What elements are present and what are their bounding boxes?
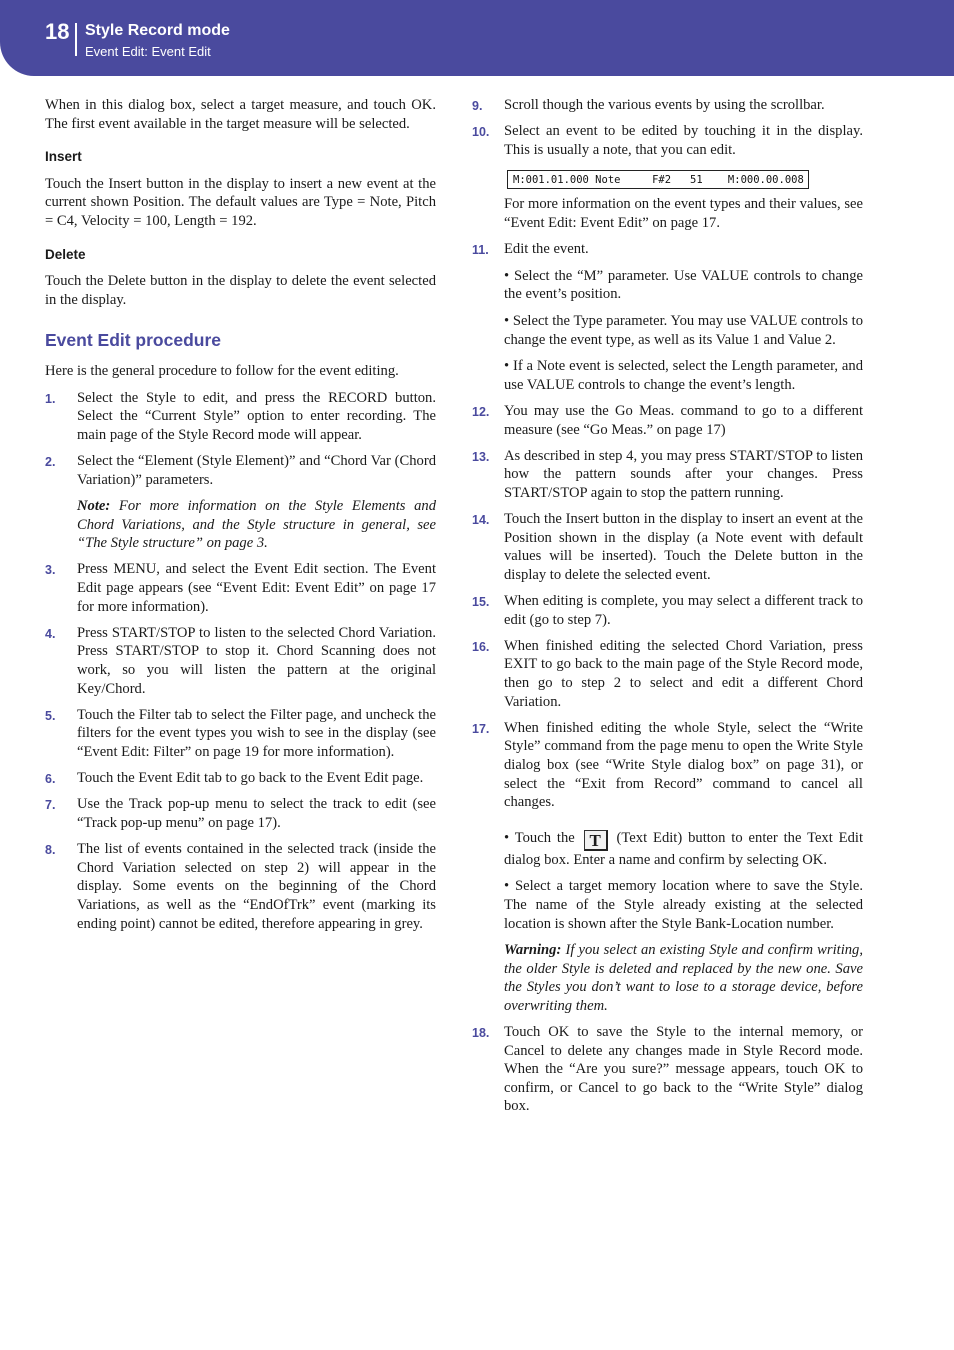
bullet-text: (Text Edit) button to enter the Text Edit dialog box. Enter a name and confirm by selecting OK. xyxy=(504,829,864,868)
header-divider xyxy=(75,23,77,56)
step-number: 16. xyxy=(472,639,490,654)
bullet-item: • Select a target memory location where to save the Style. The name of the Style already existing at the selected location is shown after the Style Bank-Location number. xyxy=(504,878,863,932)
event-display-line: M:001.01.000 Note F#2 51 M:000.00.008 xyxy=(507,170,809,189)
step-14 xyxy=(472,510,863,584)
delete-heading: Delete xyxy=(45,246,86,262)
step-number: 10. xyxy=(472,125,490,140)
step-number: 13. xyxy=(472,449,490,464)
bullet-item: • Select the Type parameter. You may use VALUE controls to change the event type, as well as its Value 1 and Value 2. xyxy=(504,312,863,348)
right-column xyxy=(472,96,863,1124)
step-16 xyxy=(472,637,863,711)
step-8 xyxy=(45,840,436,933)
warning-text: If you select an existing Style and confirm writing, the older Style is deleted and replaced by the new one. Save the Styles you don’t want to lose to a storage device, before overwriting them. xyxy=(504,942,863,1014)
section-subtitle: Event Edit: Event Edit xyxy=(85,44,211,59)
step-text: Use the Track pop-up menu to select the track to edit (see “Track pop-up menu” on page 17). xyxy=(77,796,436,831)
insert-paragraph: Touch the Insert button in the display to insert a new event at the current shown Position. The default values are Type = Note, Pitch = C4, Velocity = 100, Length = 192. xyxy=(45,175,436,229)
step-text: You may use the Go Meas. command to go to a different measure (see “Go Meas.” on page 17) xyxy=(504,402,863,438)
note-block xyxy=(77,497,436,553)
step-number: 15. xyxy=(472,595,490,610)
step-3 xyxy=(45,560,436,616)
step-1 xyxy=(45,389,436,445)
step-number: 1. xyxy=(45,391,56,406)
step-13 xyxy=(472,447,863,503)
section-intro: Here is the general procedure to follow for the event editing. xyxy=(45,362,399,379)
step-9 xyxy=(472,96,863,115)
step-number: 5. xyxy=(45,708,56,723)
step-text: Press START/STOP to listen to the selected Chord Variation. Press START/STOP to stop it. Chord Scanning does not work, so you will listen the pattern at the original Key/Chord. xyxy=(77,624,436,697)
step-text: Edit the event. xyxy=(504,241,589,258)
step-text: As described in step 4, you may press START/STOP to listen how the pattern sounds after your changes. Press START/STOP again to stop the pattern running. xyxy=(504,447,863,501)
step-text: Select the “Element (Style Element)” and “Chord Var (Chord Variation)” parameters. xyxy=(77,452,436,488)
step-7 xyxy=(45,795,436,832)
bullet-item: • If a Note event is selected, select the Length parameter, and use VALUE controls to change the event’s length. xyxy=(504,358,863,393)
step-text: When finished editing the whole Style, select the “Write Style” command from the page menu to open the Write Style dialog box (see “Write Style dialog box” on page 31), or select the “Exit from Record” command to cancel all changes. xyxy=(504,719,863,811)
step-text: Touch OK to save the Style to the internal memory, or Cancel to delete any changes made in Style Record mode. When the “Are you sure?” message appears, touch OK to confirm, or Cancel to go back to the “Write Style” dialog box. xyxy=(504,1024,863,1115)
section-heading: Event Edit procedure xyxy=(45,330,222,351)
step-number: 11. xyxy=(472,243,489,258)
bullet-item: • Select the “M” parameter. Use VALUE controls to change the event’s position. xyxy=(504,267,863,303)
step-5 xyxy=(45,706,436,762)
step-followup: For more information on the event types and their values, see “Event Edit: Event Edit” on page 17. xyxy=(504,196,863,231)
step-6 xyxy=(45,769,436,788)
note-text: For more information on the Style Elements and Chord Variations, and the Style structure in general, see “The Style structure” on page 3. xyxy=(77,498,436,552)
warning-label: Warning: xyxy=(504,942,562,959)
step-number: 3. xyxy=(45,563,56,578)
step-15 xyxy=(472,592,863,629)
step-number: 7. xyxy=(45,798,56,813)
chapter-title: Style Record mode xyxy=(85,22,230,39)
step-11 xyxy=(472,240,863,394)
page-header xyxy=(0,0,954,76)
note-label: Note: xyxy=(77,498,111,515)
step-number: 17. xyxy=(472,721,490,736)
page-number: 18 xyxy=(45,19,70,44)
step-4 xyxy=(45,624,436,698)
bullet-item xyxy=(504,829,863,870)
step-10 xyxy=(472,122,863,232)
bullet-text: • Touch the xyxy=(504,829,575,846)
left-column xyxy=(45,96,436,941)
step-text: Select an event to be edited by touching it in the display. This is usually a note, that you can edit. xyxy=(504,123,863,158)
step-18 xyxy=(472,1023,863,1116)
step-text: The list of events contained in the selected track (inside the Chord Variation selected on step 2) will appear in the display. Some events on the beginning of the Chord Variations, as well as the “EndOfTrk” event (marking its ending point) cannot be edited, therefore appearing in grey. xyxy=(77,841,436,932)
intro-paragraph: When in this dialog box, select a target measure, and touch OK. The first event available in the target measure will be selected. xyxy=(45,97,436,132)
step-text: Select the Style to edit, and press the RECORD button. Select the “Current Style” option to enter recording. The main page of the Style Record mode will appear. xyxy=(77,389,436,443)
step-text: Touch the Insert button in the display to insert an event at the Position shown in the display (a Note event with default values will be inserted). Touch the Delete button in the display to delete the selected event. xyxy=(504,511,863,583)
step-text: Press MENU, and select the Event Edit section. The Event Edit page appears (see “Event Edit: Event Edit” on page 17 for more information). xyxy=(77,561,436,615)
step-text: When editing is complete, you may select a different track to edit (go to step 7). xyxy=(504,593,863,628)
step-text: Touch the Event Edit tab to go back to the Event Edit page. xyxy=(77,770,424,787)
step-17 xyxy=(472,719,863,1016)
step-number: 9. xyxy=(472,99,483,113)
step-text: Touch the Filter tab to select the Filter page, and uncheck the filters for the event types you wish to see in the display (see “Event Edit: Filter” on page 19 for more information). xyxy=(77,706,436,760)
delete-paragraph: Touch the Delete button in the display to delete the event selected in the display. xyxy=(45,273,436,308)
step-text: Scroll though the various events by using the scrollbar. xyxy=(504,97,825,113)
step-2 xyxy=(45,452,436,553)
step-number: 14. xyxy=(472,513,490,528)
step-number: 6. xyxy=(45,772,56,787)
step-12 xyxy=(472,402,863,439)
step-number: 12. xyxy=(472,404,490,419)
warning-block xyxy=(504,941,863,1015)
step-number: 4. xyxy=(45,626,56,641)
step-number: 18. xyxy=(472,1026,490,1041)
step-text: When finished editing the selected Chord Variation, press EXIT to go back to the main page of the Style Record mode, then go to step 2 to select and edit a different Chord Variation. xyxy=(504,637,863,710)
text-edit-icon[interactable]: T xyxy=(584,830,608,851)
step-number: 2. xyxy=(45,454,56,469)
step-number: 8. xyxy=(45,843,56,858)
insert-heading: Insert xyxy=(45,149,82,165)
